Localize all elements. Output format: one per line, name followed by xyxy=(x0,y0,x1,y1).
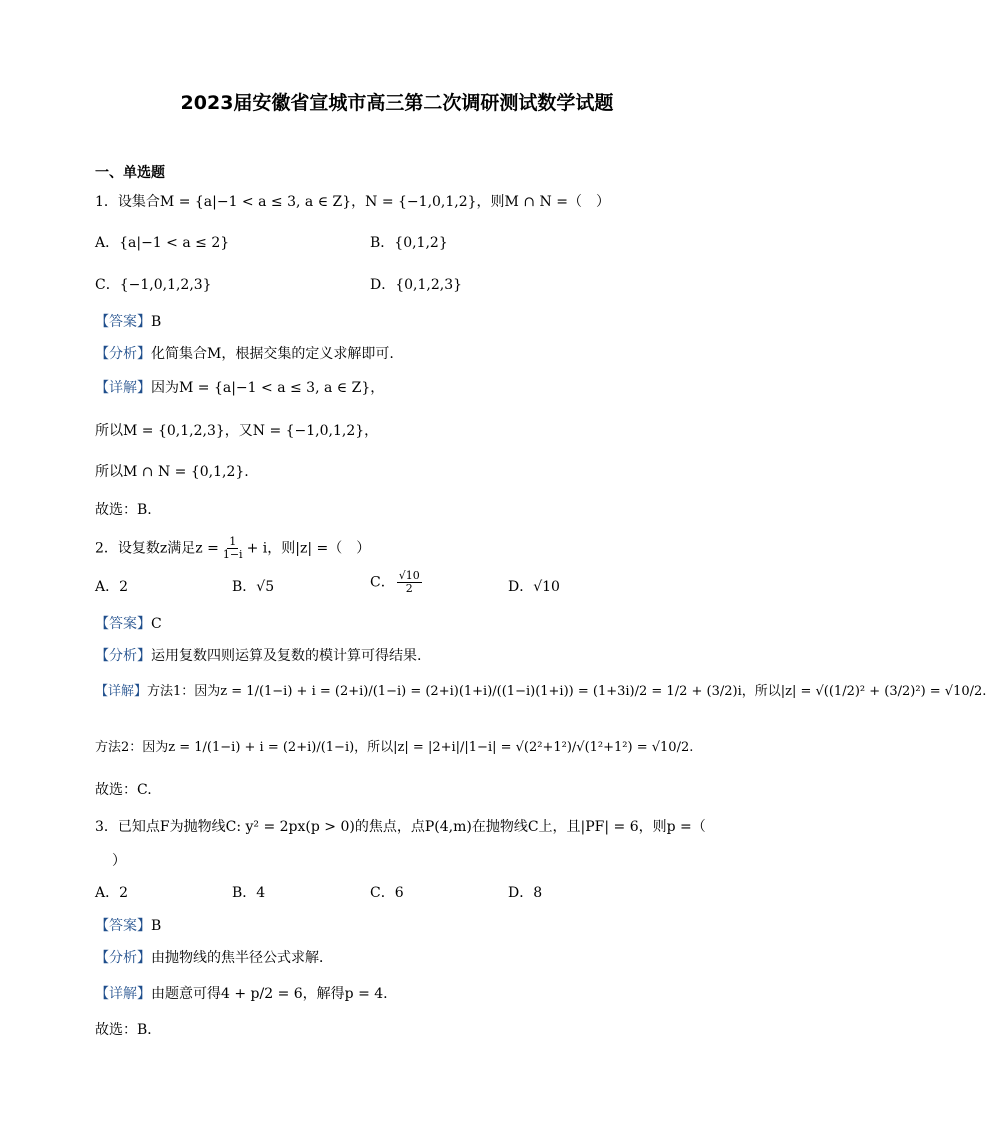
fraction-denominator: 2 xyxy=(405,582,413,595)
q2-stem xyxy=(95,536,370,561)
q2-stem-fraction xyxy=(221,536,245,561)
detail-tag: 【详解】 xyxy=(95,380,151,396)
detail-text: 方法1：因为z = 1/(1−i) + i = (2+i)/(1−i) = (2+i)(1+i)/((1−i)(1+i)) = (1+3i)/2 = 1/2 + (3/2)i，所以|z| = √((1/2)² + (3/2)²) = √10/2. xyxy=(147,684,986,699)
q1-detail xyxy=(95,378,384,398)
q2-stem-start: 2．设复数z满足z = xyxy=(95,540,219,557)
analysis-tag: 【分析】 xyxy=(95,950,151,966)
q3-answer xyxy=(95,916,161,936)
q1-stem: 1．设集合M = {a|−1 < a ≤ 3, a ∈ Z}，N = {−1,0,1,2}，则M ∩ N =（ ） xyxy=(95,194,610,210)
q1-analysis xyxy=(95,344,394,364)
q3-conclusion: 故选：B． xyxy=(95,1022,162,1038)
q3-stem: 3．已知点F为抛物线C: y² = 2px(p > 0)的焦点，点P(4,m)在抛物线C上，且|PF| = 6，则p =（ xyxy=(95,819,706,835)
answer-value: C xyxy=(151,616,162,632)
q1-option-b: B．{0,1,2} xyxy=(370,235,448,251)
fraction-numerator: √10 xyxy=(398,569,420,582)
detail-tag: 【详解】 xyxy=(95,986,151,1002)
q2-option-a: A．2 xyxy=(95,579,129,595)
q3-option-b: B．4 xyxy=(232,885,266,901)
q1-conclusion: 故选：B. xyxy=(95,502,152,518)
q2-option-c-fraction xyxy=(397,570,422,595)
q2-option-c xyxy=(370,570,424,595)
analysis-text: 化简集合M，根据交集的定义求解即可. xyxy=(151,346,394,362)
q2-detail-method2: 方法2：因为z = 1/(1−i) + i = (2+i)/(1−i)，所以|z| = |2+i|/|1−i| = √(2²+1²)/√(1²+1²) = √10/2. xyxy=(95,740,694,755)
q2-detail-method1 xyxy=(95,682,986,702)
fraction-numerator: 1 xyxy=(229,535,237,548)
q1-answer xyxy=(95,312,161,332)
q3-option-a: A．2 xyxy=(95,885,129,901)
q2-answer xyxy=(95,614,162,634)
analysis-tag: 【分析】 xyxy=(95,648,151,664)
detail-text: 由题意可得4 + p/2 = 6，解得p = 4. xyxy=(151,986,388,1002)
q1-detail-line3: 所以M ∩ N = {0,1,2}. xyxy=(95,464,249,480)
answer-tag: 【答案】 xyxy=(95,616,151,632)
answer-tag: 【答案】 xyxy=(95,314,151,330)
q1-option-d: D．{0,1,2,3} xyxy=(370,277,463,293)
answer-tag: 【答案】 xyxy=(95,918,151,934)
fraction-denominator: 1−i xyxy=(222,548,243,561)
detail-tag: 【详解】 xyxy=(95,684,148,699)
q1-detail-line2: 所以M = {0,1,2,3}，又N = {−1,0,1,2}， xyxy=(95,423,379,439)
analysis-tag: 【分析】 xyxy=(95,346,151,362)
answer-value: B xyxy=(151,918,162,934)
section-heading: 一、单选题 xyxy=(95,165,165,181)
q3-stem-close: ） xyxy=(112,853,126,869)
analysis-text: 由抛物线的焦半径公式求解． xyxy=(151,950,333,966)
detail-text: 因为M = {a|−1 < a ≤ 3, a ∈ Z}， xyxy=(151,380,385,396)
q2-analysis xyxy=(95,646,421,666)
q2-option-d: D．√10 xyxy=(508,579,560,595)
q3-option-d: D．8 xyxy=(508,885,543,901)
q3-detail xyxy=(95,984,388,1004)
q1-option-a: A．{a|−1 < a ≤ 2} xyxy=(95,235,230,251)
answer-value: B xyxy=(151,314,162,330)
q3-analysis xyxy=(95,948,333,968)
q2-option-b: B．√5 xyxy=(232,579,275,595)
q3-option-c: C．6 xyxy=(370,885,404,901)
q2-conclusion: 故选：C. xyxy=(95,782,152,798)
analysis-text: 运用复数四则运算及复数的模计算可得结果. xyxy=(151,648,422,664)
q2-stem-end: + i，则|z| =（ ） xyxy=(246,540,371,557)
q2-option-c-label: C． xyxy=(370,574,395,591)
q1-option-c: C．{−1,0,1,2,3} xyxy=(95,277,212,293)
page-title: 2023届安徽省宣城市高三第二次调研测试数学试题 xyxy=(180,92,614,114)
